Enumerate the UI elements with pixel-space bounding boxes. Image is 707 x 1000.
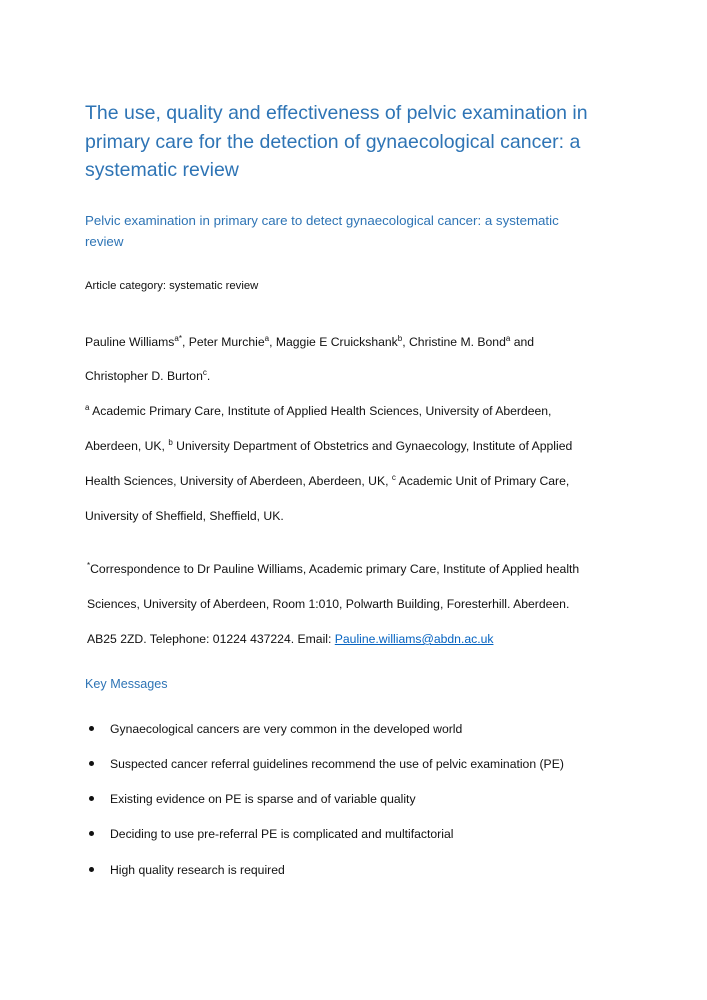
- bullet-icon: [89, 726, 94, 731]
- affiliation-marker: a: [85, 403, 90, 412]
- title-line: primary care for the detection of gynaecological cancer: a: [85, 130, 581, 153]
- author-list: [85, 335, 534, 349]
- affiliation-marker: b: [397, 334, 403, 343]
- author: , Christine M. Bond: [402, 335, 506, 349]
- short-title-line: Pelvic examination in primary care to detect gynaecological cancer: a systematic: [85, 213, 559, 228]
- bullet-icon: [89, 831, 94, 836]
- affiliation-marker: a*: [174, 334, 182, 343]
- affiliation-marker: a: [505, 334, 511, 343]
- correspondence-text: AB25 2ZD. Telephone: 01224 437224. Email:: [87, 632, 335, 646]
- list-item-text: Gynaecological cancers are very common in the developed world: [110, 722, 463, 736]
- affiliation-text: Health Sciences, University of Aberdeen, Aberdeen, UK,: [85, 474, 392, 488]
- affiliation-line: University of Sheffield, Sheffield, UK.: [85, 509, 284, 523]
- punctuation: .: [206, 369, 211, 383]
- bullet-icon: [89, 796, 94, 801]
- list-item: [89, 863, 285, 877]
- author: Christopher D. Burton: [85, 369, 203, 383]
- correspondence-line: Sciences, University of Aberdeen, Room 1:010, Polwarth Building, Foresterhill. Aberdeen.: [87, 597, 570, 611]
- author: Pauline Williams: [85, 335, 175, 349]
- list-item-text: Deciding to use pre-referral PE is complicated and multifactorial: [110, 827, 454, 841]
- list-item: [89, 827, 453, 841]
- short-title: [85, 210, 559, 252]
- list-item-text: Existing evidence on PE is sparse and of variable quality: [110, 792, 416, 806]
- key-messages-heading: Key Messages: [85, 677, 168, 691]
- bullet-icon: [89, 867, 94, 872]
- affiliation-text: Academic Primary Care, Institute of Applied Health Sciences, University of Aberdeen,: [89, 404, 552, 418]
- author-connector: and: [510, 335, 535, 349]
- affiliation-marker: c: [202, 368, 207, 377]
- list-item: [89, 722, 462, 736]
- correspondence-marker: *: [87, 561, 91, 570]
- correspondence-text: Correspondence to Dr Pauline Williams, Academic primary Care, Institute of Applied health: [90, 562, 580, 576]
- list-item-text: High quality research is required: [110, 863, 285, 877]
- short-title-line: review: [85, 234, 124, 249]
- bullet-icon: [89, 761, 94, 766]
- affiliation-marker: b: [168, 438, 173, 447]
- author: , Maggie E Cruickshank: [269, 335, 398, 349]
- affiliation-text: Academic Unit of Primary Care,: [395, 474, 570, 488]
- author: , Peter Murchie: [181, 335, 265, 349]
- title-line: The use, quality and effectiveness of pelvic examination in: [85, 102, 588, 124]
- title-line: systematic review: [85, 159, 239, 181]
- correspondence-line: [87, 562, 579, 576]
- list-item: [89, 757, 564, 771]
- affiliation-text: University Department of Obstetrics and Gynaecology, Institute of Applied: [172, 439, 573, 453]
- affiliation-line: [85, 404, 551, 418]
- email-link[interactable]: Pauline.williams@abdn.ac.uk: [334, 632, 494, 646]
- author-list-line-2: [85, 369, 210, 383]
- affiliation-line: [85, 439, 572, 453]
- correspondence-line: [87, 632, 493, 646]
- affiliation-marker: c: [391, 473, 396, 482]
- affiliation-marker: a: [264, 334, 270, 343]
- list-item-text: Suspected cancer referral guidelines recommend the use of pelvic examination (PE): [110, 757, 564, 771]
- affiliation-text: Aberdeen, UK,: [85, 439, 169, 453]
- article-title: [85, 99, 588, 185]
- list-item: [89, 792, 416, 806]
- article-category: Article category: systematic review: [85, 280, 259, 292]
- affiliation-line: [85, 474, 569, 488]
